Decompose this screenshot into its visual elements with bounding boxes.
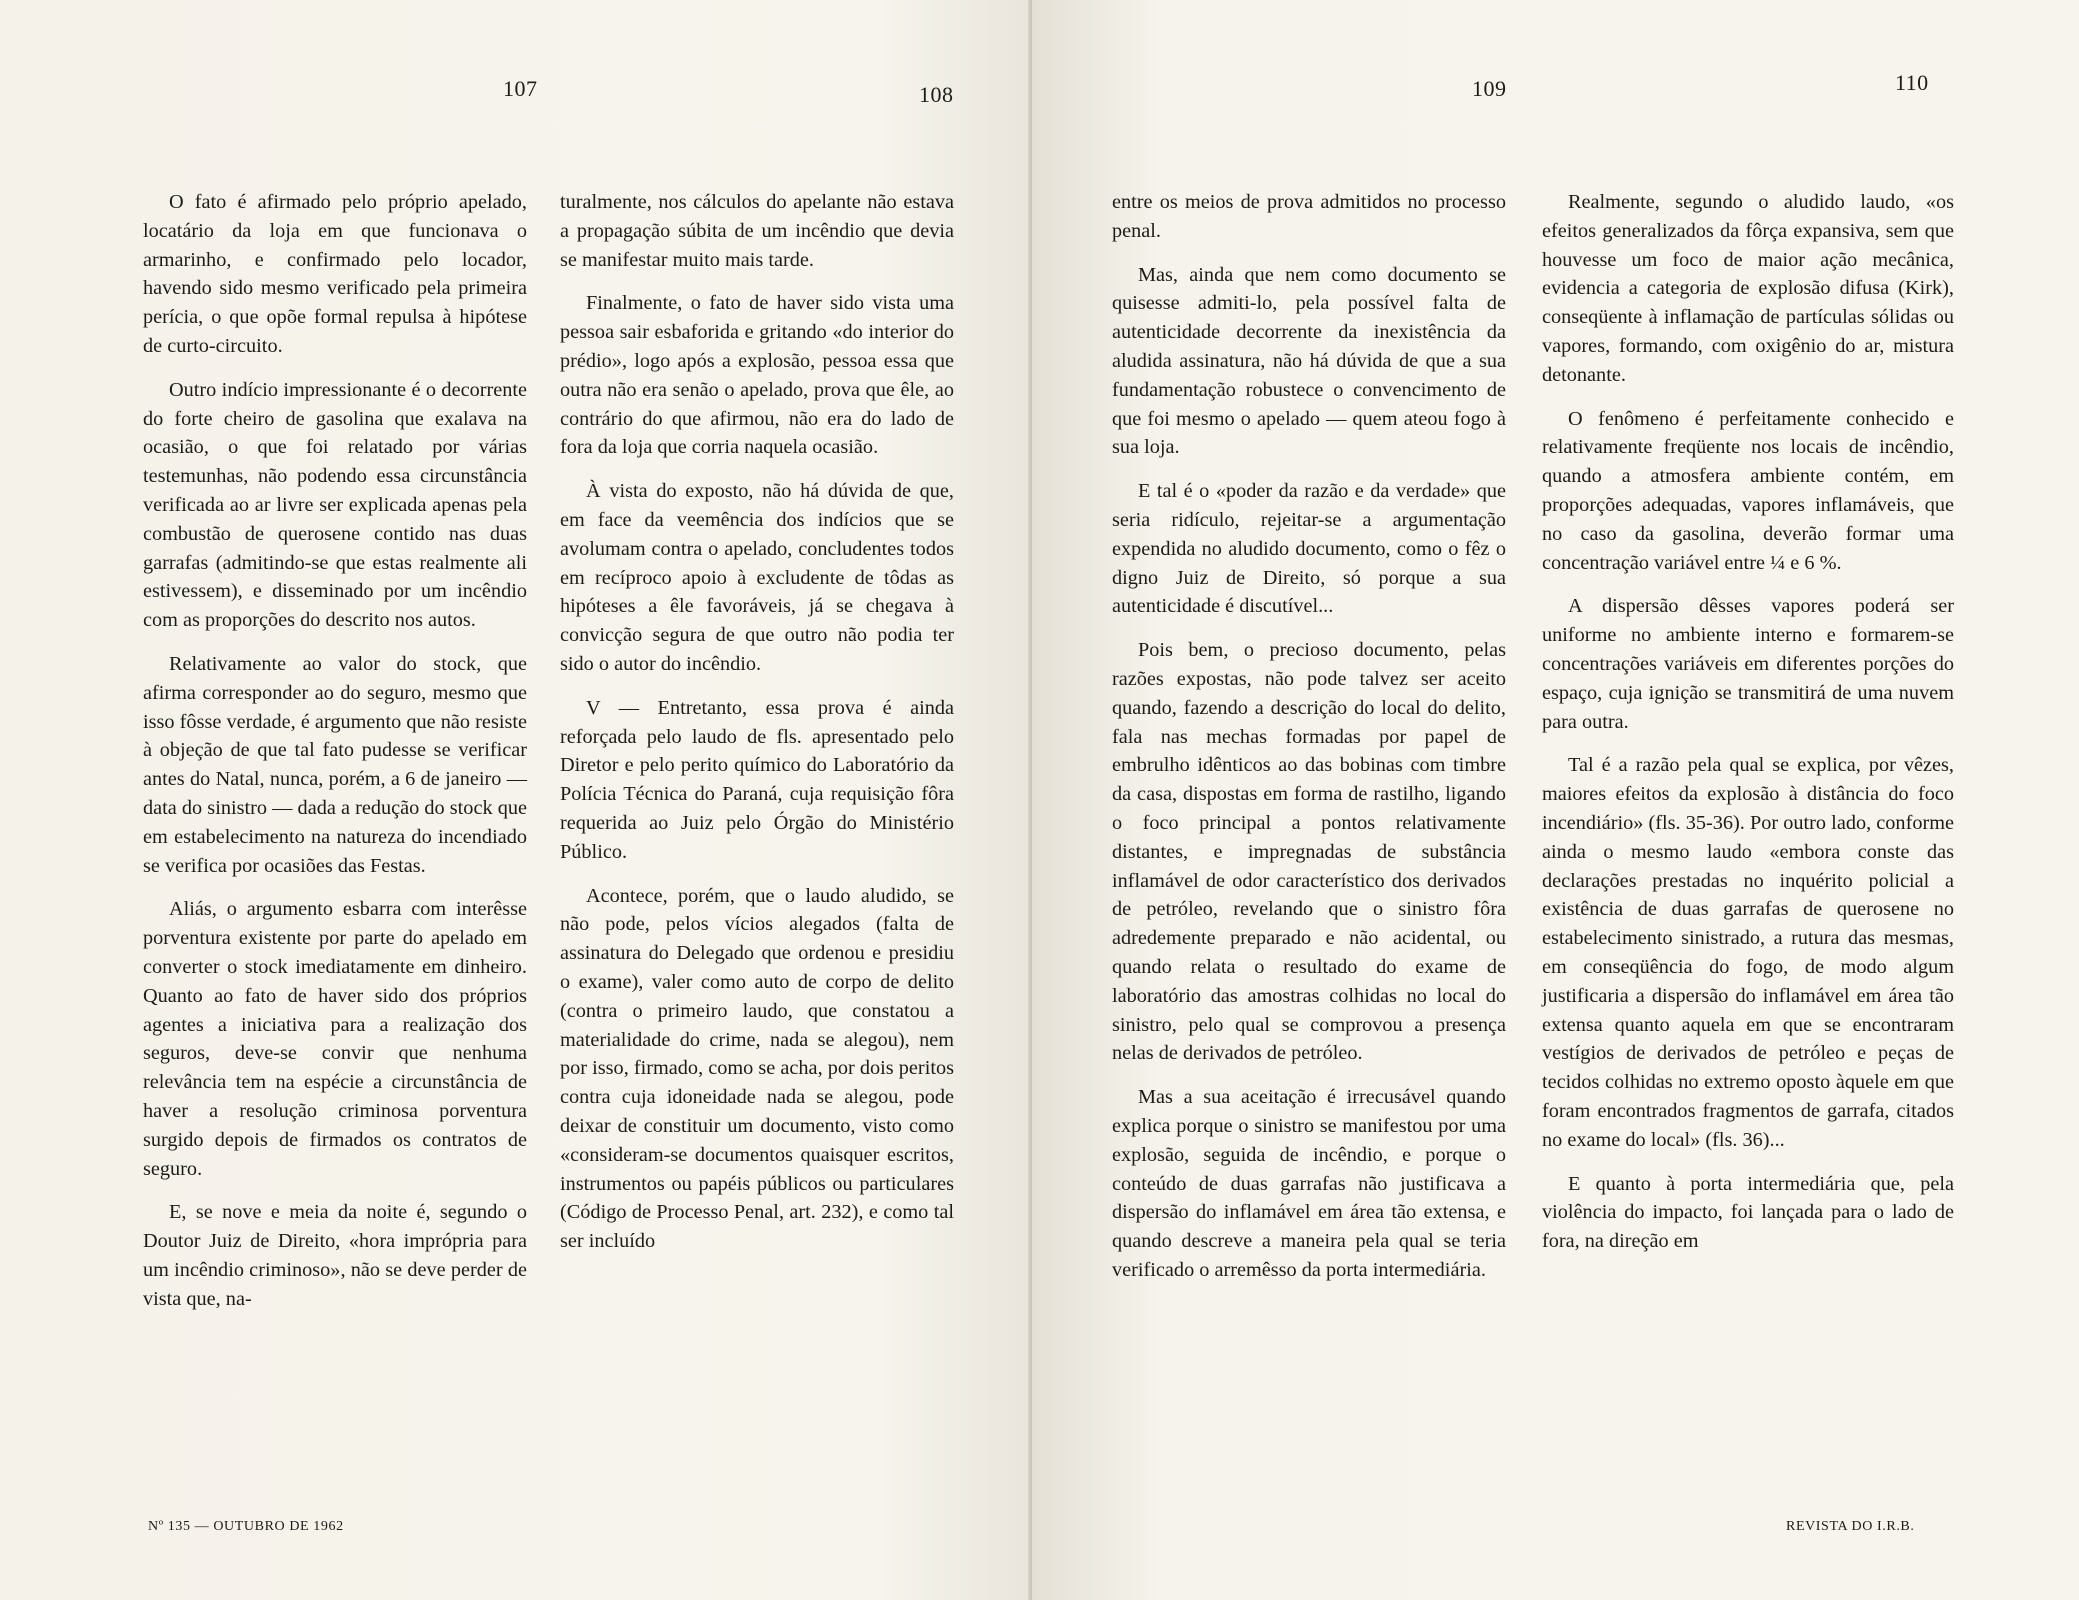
paragraph: Acontece, porém, que o laudo aludido, se não pode, pelos vícios alegados (falta de assinatura do Delegado que ordenou e presidiu o exame), valer como auto de corpo de delito (contra o primeiro laudo, que constatou a materialidade do crime, nada se alegou), nem por isso, firmado, como se acha, por dois peritos contra cuja idoneidade nada se alegou, pode deixar de constituir um documento, visto como «consideram-se documentos quaisquer escritos, instrumentos ou papéis públicos ou particulares (Código de Processo Penal, art. 232), e como tal ser incluído (560, 884, 954, 1253)
paragraph: E, se nove e meia da noite é, segundo o Doutor Juiz de Direito, «hora imprópria para um incêndio criminoso», não se deve perder de vista que, na- (143, 1201, 527, 1310)
paragraph: Tal é a razão pela qual se explica, por vêzes, maiores efeitos da explosão à distância do foco incendiário» (fls. 35-36). Por outro lado, conforme ainda o mesmo laudo «embora conste das declarações prestadas no inquérito policial a existência de duas garrafas de querosene no estabelecimento sinistrado, a rutura das mesmas, em conseqüência do fogo, de modo algum justificaria a dispersão do inflamável em área tão extensa quanto aquela em que se encontraram vestígios de derivados de petróleo e peças de tecidos colhidas no extremo oposto àquele em que foram encontrados fragmentos de garrafa, citados no exame do local» (fls. 36)... (1542, 754, 1954, 1151)
page-number-108: 108 (919, 82, 954, 107)
paragraph: entre os meios de prova admitidos no processo penal. (1112, 191, 1506, 242)
paragraph: V — Entretanto, essa prova é ainda reforçada pelo laudo de fls. apresentado pelo Diretor e pelo perito químico do Laboratório da Polícia Técnica do Paraná, cuja requisição fôra requerida ao Juiz pelo Órgão do Ministério Público. (560, 696, 954, 863)
column-page-109 (1112, 188, 1506, 1300)
page-number-110: 110 (1895, 70, 1929, 95)
paragraph: turalmente, nos cálculos do apelante não estava a propagação súbita de um incêndio que devia se manifestar muito mais tarde. (560, 191, 954, 271)
paragraph: O fato é afirmado pelo próprio apelado, locatário da loja em que funcionava o armarinho, e confirmado pelo locador, havendo sido mesmo verificado pela primeira perícia, o que opõe formal repulsa à hipótese de curto-circuito. (143, 191, 527, 357)
right-page (1032, 0, 2079, 1600)
page-number-107: 107 (503, 76, 538, 101)
paragraph: Realmente, segundo o aludido laudo, «os efeitos generalizados da fôrça expansiva, sem que houvesse um foco de maior ação mecânica, evidencia a categoria de explosão difusa (Kirk), conseqüente à inflamação de partículas sólidas ou vapores, formando, com oxigênio do ar, mistura detonante. (1542, 191, 1954, 386)
footer-issue: Nº 135 — OUTUBRO DE 1962 (148, 1519, 344, 1534)
paragraph: O fenômeno é perfeitamente conhecido e relativamente freqüente nos locais de incêndio, quando a atmosfera ambiente contém, em proporções adequadas, vapores inflamáveis, que no caso da gasolina, deverão formar uma concentração variável entre ¼ e 6 %. (1542, 407, 1954, 574)
paragraph: Mas, ainda que nem como documento se quisesse admiti-lo, pela possível falta de autenticidade decorrente da inexistência da aludida assinatura, não há dúvida de que a sua fundamentação robustece o convencimento de que foi mesmo o apelado — quem ateou fogo à sua loja. (1112, 263, 1506, 459)
paragraph: E quanto à porta intermediária que, pela violência do impacto, foi lançada para o lado de fora, na direção em (1542, 1172, 1954, 1253)
paragraph: Outro indício impressionante é o decorrente do forte cheiro de gasolina que exalava na ocasião, o que foi relatado por várias testemunhas, não podendo essa circunstância verificada ao ar livre ser explicada apenas pela combustão de querosene contido nas duas garrafas (admitindo-se que estas realmente ali estivessem), e disseminado por um incêndio com as proporções do descrito nos autos. (143, 378, 527, 632)
paragraph: Pois bem, o precioso documento, pelas razões expostas, não pode talvez ser aceito quando, fazendo a descrição do local do delito, fala nas mechas formadas por papel de embrulho idênticos ao das bobinas com timbre da casa, dispostas em forma de rastilho, ligando o foco principal a pontos relativamente distantes, e impregnadas de substância inflamável de odor característico dos derivados de petróleo, revelando que o sinistro fôra adredemente preparado e não acidental, ou quando relata o resultado do exame de laboratório das amostras colhidas no local do sinistro, pelo qual se comprovou a presença nelas de derivados de petróleo. (1112, 639, 1506, 1065)
paragraph: Finalmente, o fato de haver sido vista uma pessoa sair esbaforida e gritando «do interior do prédio», logo após a explosão, pessoa essa que outra não era senão o apelado, prova que êle, ao contrário do que afirmou, não era do lado de fora da loja que corria naquela ocasião. (560, 292, 954, 459)
paragraph: Mas a sua aceitação é irrecusável quando explica porque o sinistro se manifestou por uma explosão, seguida de incêndio, e porque o conteúdo de duas garrafas não justificava a dispersão do inflamável em área tão extensa, e quando descreve a maneira pela qual se teria verificado o arremêsso da porta intermediária. (1112, 1086, 1506, 1281)
page-number-109: 109 (1472, 76, 1507, 101)
paragraph: A dispersão dêsses vapores poderá ser uniforme no ambiente interno e formarem-se concentrações variáveis em diferentes porções do espaço, cuja ignição se transmitirá de uma nuvem para outra. (1542, 595, 1954, 733)
paragraph: E tal é o «poder da razão e da verdade» que seria ridículo, rejeitar-se a argumentação expendida no aludido documento, como o fêz o digno Juiz de Direito, só porque a sua autenticidade é discutível... (1112, 480, 1506, 618)
column-page-107 (143, 188, 527, 1328)
left-page (0, 0, 1032, 1600)
paragraph: Relativamente ao valor do stock, que afirma corresponder ao do seguro, mesmo que isso fôsse verdade, é argumento que não resiste à objeção de que tal fato pudesse se verificar antes do Natal, nunca, porém, a 6 de janeiro — data do sinistro — dada a redução do stock que em estabelecimento na natureza do incendiado se verifica por ocasiões das Festas. (143, 652, 527, 877)
column-page-108 (560, 188, 954, 1271)
paragraph: Aliás, o argumento esbarra com interêsse porventura existente por parte do apelado em converter o stock imediatamente em dinheiro. Quanto ao fato de haver sido dos próprios agentes a iniciativa para a realização dos seguros, deve-se convir que nenhuma relevância tem na espécie a circunstância de haver a resolução criminosa porventura surgido depois de firmados os contratos de seguro. (143, 898, 527, 1180)
paragraph: À vista do exposto, não há dúvida de que, em face da veemência dos indícios que se avolumam contra o apelado, concludentes todos em recíproco apoio à excludente de tôdas as hipóteses a êle favoráveis, já se chegava à convicção segura de que outro não podia ter sido o autor do incêndio. (560, 480, 954, 675)
column-page-110 (1542, 188, 1954, 1271)
footer-journal: REVISTA DO I.R.B. (1786, 1519, 1915, 1534)
